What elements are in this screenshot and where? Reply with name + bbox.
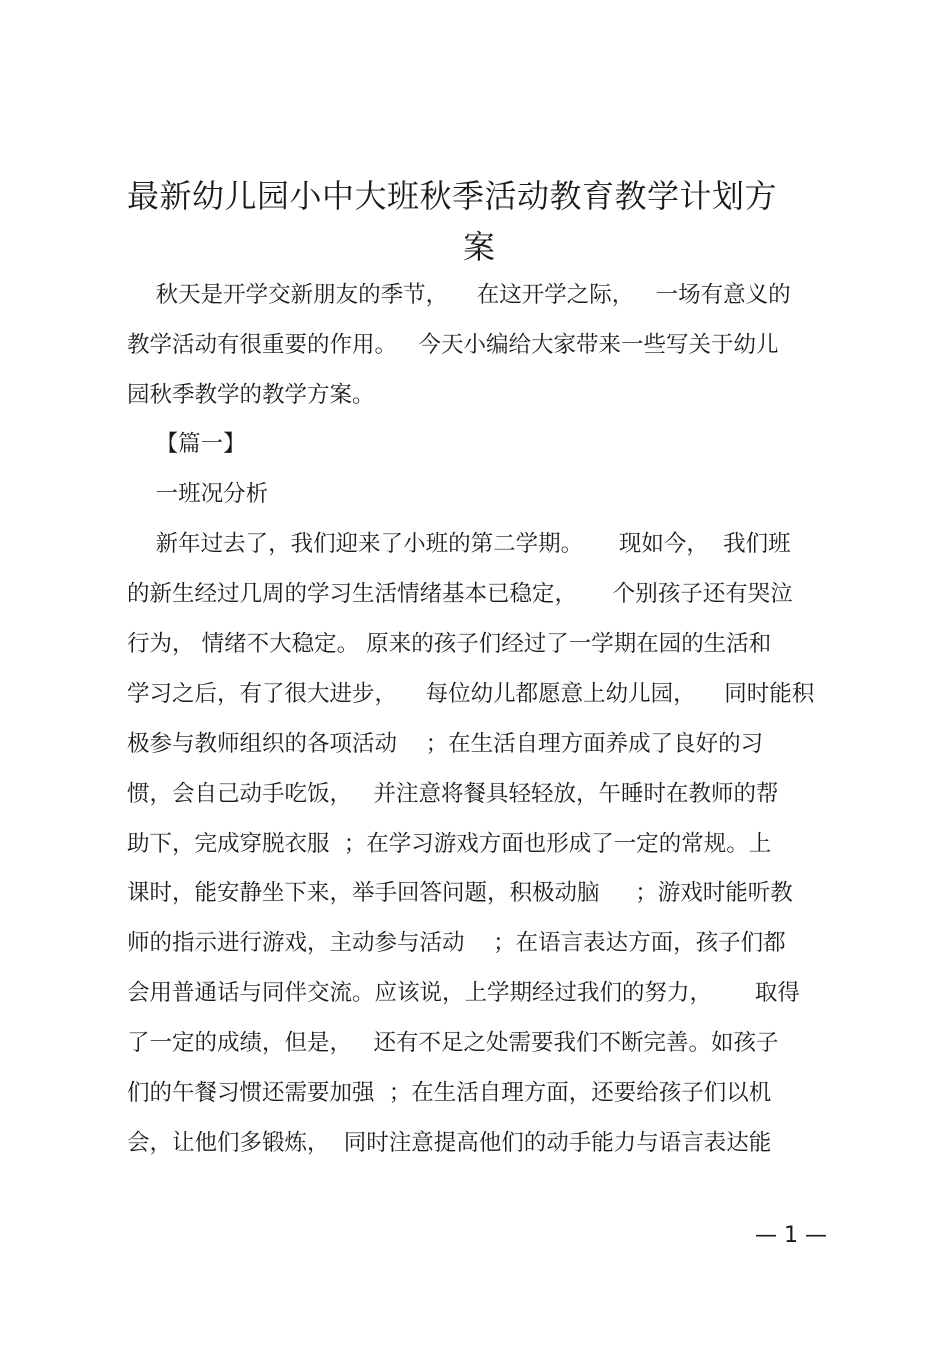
body-text-line: 秋天是开学交新朋友的季节， 在这开学之际， 一场有意义的: [127, 282, 791, 308]
body-text-line: 了一定的成绩，但是， 还有不足之处需要我们不断完善。如孩子: [127, 1030, 779, 1056]
section-heading: 【篇一】: [127, 431, 246, 457]
page-number: — 1 —: [755, 1223, 827, 1248]
document-title-line-2: 案: [463, 228, 496, 266]
body-text-line: 惯，会自己动手吃饭， 并注意将餐具轻轻放，午睡时在教师的帮: [127, 781, 779, 807]
body-text-line: 新年过去了，我们迎来了小班的第二学期。 现如今， 我们班: [127, 531, 791, 557]
body-text-line: 教学活动有很重要的作用。 今天小编给大家带来一些写关于幼儿: [127, 332, 779, 358]
body-text-line: 园秋季教学的教学方案。: [127, 382, 375, 408]
body-text-line: 的新生经过几周的学习生活情绪基本已稳定， 个别孩子还有哭泣: [127, 581, 793, 607]
body-text-line: 课时，能安静坐下来，举手回答问题，积极动脑 ；游戏时能听教: [127, 880, 793, 906]
body-text-line: 们的午餐习惯还需要加强 ；在生活自理方面，还要给孩子们以机: [127, 1080, 772, 1106]
body-text-line: 师的指示进行游戏，主动参与活动 ；在语言表达方面，孩子们都: [127, 930, 786, 956]
body-text-line: 会用普通话与同伴交流。应该说，上学期经过我们的努力， 取得: [127, 980, 800, 1006]
document-title-line-1: 最新幼儿园小中大班秋季活动教育教学计划方: [127, 177, 778, 215]
body-text-line: 助下，完成穿脱衣服 ；在学习游戏方面也形成了一定的常规。上: [127, 831, 772, 857]
subsection-heading: 一班况分析: [127, 481, 269, 507]
body-text-line: 极参与教师组织的各项活动 ；在生活自理方面养成了良好的习: [127, 731, 764, 757]
body-text-line: 行为， 情绪不大稳定。 原来的孩子们经过了一学期在园的生活和: [127, 631, 772, 657]
body-text-line: 会，让他们多锻炼， 同时注意提高他们的动手能力与语言表达能: [127, 1130, 772, 1156]
body-text-line: 学习之后，有了很大进步， 每位幼儿都愿意上幼儿园， 同时能积: [127, 681, 815, 707]
